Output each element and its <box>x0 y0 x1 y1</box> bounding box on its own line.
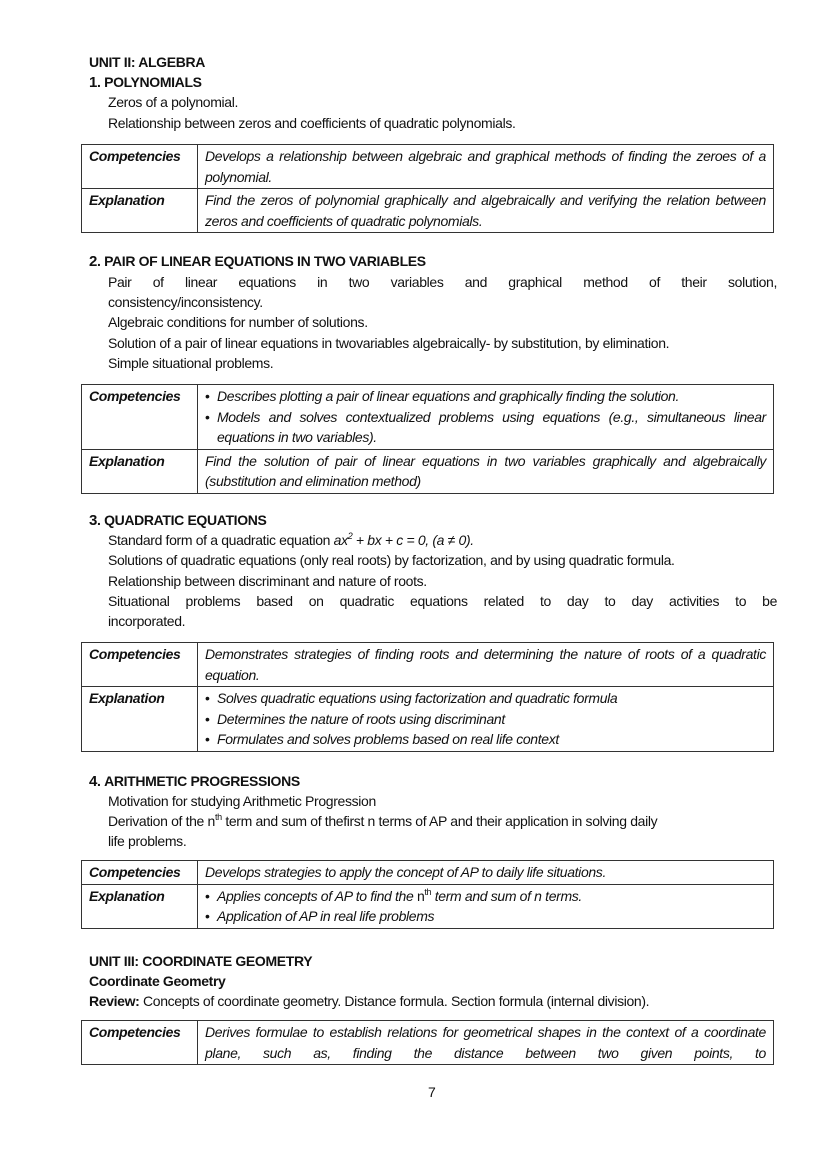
section-heading-arithmetic-progressions: 4. ARITHMETIC PROGRESSIONS <box>89 773 300 790</box>
table-row <box>82 687 774 752</box>
section-heading-polynomials: 1. POLYNOMIALS <box>89 74 202 91</box>
subsection-heading: Coordinate Geometry <box>89 973 226 989</box>
row-label: Competencies <box>82 385 198 450</box>
explanation-text <box>198 687 774 752</box>
row-label: Competencies <box>82 643 198 687</box>
table-row <box>82 643 774 687</box>
unit-heading: UNIT III: COORDINATE GEOMETRY <box>89 953 313 969</box>
competency-table-linear-equations <box>81 384 774 494</box>
bullet-item: • Solves quadratic equations using factorization and quadratic formula <box>205 688 766 709</box>
explanation-text: Find the zeros of polynomial graphically and algebraically and verifying the relation between zeros and coefficients of quadratic polynomials. <box>198 189 774 233</box>
section-heading-quadratic-equations: 3. QUADRATIC EQUATIONS <box>89 512 267 529</box>
competency-table-quadratic-equations <box>81 642 774 752</box>
body-line: Relationship between discriminant and nature of roots. <box>108 573 427 589</box>
bullet-item: • Application of AP in real life problems <box>205 906 766 927</box>
body-line: consistency/inconsistency. <box>108 294 263 310</box>
bullet-item: • Applies concepts of AP to find the $n^{th}$ term and sum of n terms. <box>205 886 766 907</box>
table-row <box>82 189 774 233</box>
bullet-item: • Formulates and solves problems based on real life context <box>205 729 766 750</box>
section-heading-linear-equations: 2. PAIR OF LINEAR EQUATIONS IN TWO VARIABLES <box>89 253 426 270</box>
table-row <box>82 385 774 450</box>
competencies-text: Demonstrates strategies of finding roots and determining the nature of roots of a quadratic equation. <box>198 643 774 687</box>
bullet-item: • Determines the nature of roots using discriminant <box>205 709 766 730</box>
bullet-item: • Models and solves contextualized problems using equations (e.g., simultaneous linear equations in two variables). <box>205 407 766 448</box>
body-line: life problems. <box>108 833 187 849</box>
body-line: Situational problems based on quadratic equations related to day to day activities to be <box>108 593 777 609</box>
body-line: incorporated. <box>108 613 186 629</box>
body-line: Algebraic conditions for number of solutions. <box>108 314 368 330</box>
competencies-text: Develops a relationship between algebraic and graphical methods of finding the zeroes of a polynomial. <box>198 145 774 189</box>
competency-table-polynomials <box>81 144 774 233</box>
body-line: Simple situational problems. <box>108 355 274 371</box>
explanation-text: Find the solution of pair of linear equations in two variables graphically and algebraically (substitution and elimination method) <box>198 449 774 493</box>
body-line: Review: Concepts of coordinate geometry. Distance formula. Section formula (internal division). <box>89 993 650 1009</box>
competency-table-arithmetic-progressions <box>81 860 774 929</box>
body-line: Pair of linear equations in two variables and graphical method of their solution, <box>108 274 777 290</box>
row-label: Competencies <box>82 861 198 885</box>
row-label: Explanation <box>82 884 198 928</box>
row-label: Competencies <box>82 145 198 189</box>
row-label: Explanation <box>82 449 198 493</box>
body-line: Derivation of the $n^{th}$ term and sum of thefirst n terms of AP and their application in solving daily <box>108 812 658 829</box>
table-row <box>82 145 774 189</box>
competencies-text: Derives formulae to establish relations for geometrical shapes in the context of a coordinate plane, such as, finding the distance between two given points, to <box>198 1021 774 1065</box>
row-label: Competencies <box>82 1021 198 1065</box>
row-label: Explanation <box>82 189 198 233</box>
competencies-text: Develops strategies to apply the concept of AP to daily life situations. <box>198 861 774 885</box>
table-row <box>82 861 774 885</box>
page-number: 7 <box>428 1084 436 1100</box>
body-line: Solution of a pair of linear equations in twovariables algebraically- by substitution, by elimination. <box>108 335 670 351</box>
table-row <box>82 884 774 928</box>
competencies-text <box>198 385 774 450</box>
row-label: Explanation <box>82 687 198 752</box>
body-line: Zeros of a polynomial. <box>108 94 239 110</box>
body-line: Relationship between zeros and coefficients of quadratic polynomials. <box>108 115 516 131</box>
body-line: Standard form of a quadratic equation $ax^2$ + bx + c = 0, (a ≠ 0). <box>108 531 474 548</box>
unit-heading: UNIT II: ALGEBRA <box>89 54 205 70</box>
competency-table-coordinate-geometry <box>81 1020 774 1065</box>
quadratic-standard-form: $ax^2$ + bx + c = 0, (a ≠ 0). <box>333 531 474 548</box>
table-row <box>82 449 774 493</box>
bullet-item: • Describes plotting a pair of linear equations and graphically finding the solution. <box>205 386 766 407</box>
table-row <box>82 1021 774 1065</box>
explanation-text <box>198 884 774 928</box>
body-line: Motivation for studying Arithmetic Progression <box>108 793 376 809</box>
body-line: Solutions of quadratic equations (only real roots) by factorization, and by using quadratic formula. <box>108 552 675 568</box>
